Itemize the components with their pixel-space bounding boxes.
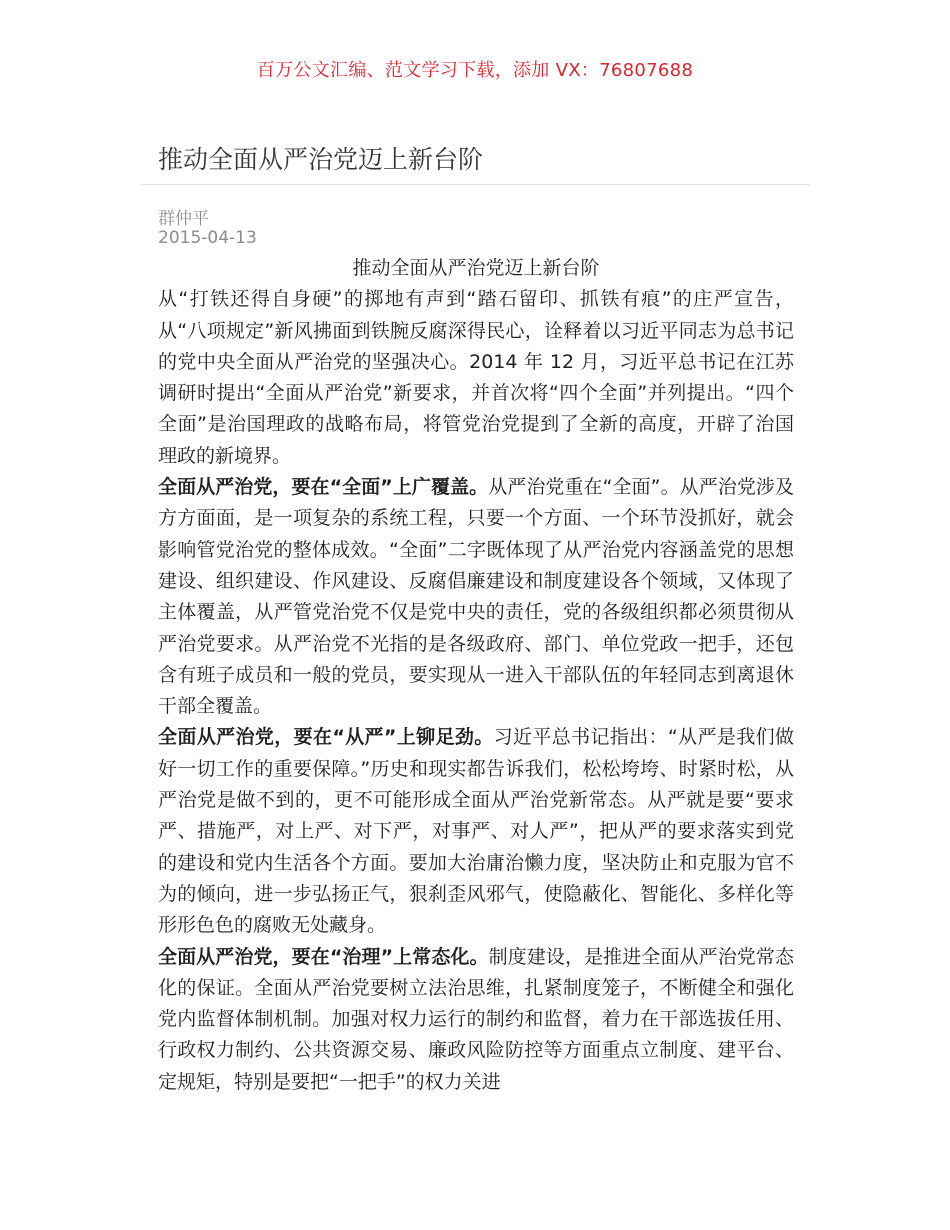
intro-paragraph: 从“打铁还得自身硬”的掷地有声到“踏石留印、抓铁有痕”的庄严宣告，从“八项规定”新风拂面到铁腕反腐深得民心，诠释着以习近平同志为总书记的党中央全面从严治党的坚强决心。2014 年 12 月，习近平总书记在江苏调研时提出“全面从严治党”新要求，并首次将“四个全面”并列提出。“四个全面”是治国理政的战略布局，将管党治党提到了全新的高度，开辟了治国理政的新境界。 [158,288,794,467]
title-divider [140,184,810,185]
article-date: 2015-04-13 [158,228,257,248]
promo-banner: 百万公文汇编、范文学习下载，添加 VX：76807688 [256,60,694,81]
section-body: 从严治党重在“全面”。从严治党涉及方方面面，是一项复杂的系统工程，只要一个方面、一个环节没抓好，就会影响管党治党的整体成效。“全面”二字既体现了从严治党内容涵盖党的思想建设、组织建设、作风建设、反腐倡廉建设和制度建设各个领域，又体现了主体覆盖，从严管党治党不仅是党中央的责任，党的各级组织都必须贯彻从严治党要求。从严治党不光指的是各级政府、部门、单位党政一把手，还包含有班子成员和一般的党员，要实现从一进入干部队伍的年轻同志到离退休干部全覆盖。 [158,476,795,718]
article-body [158,253,794,1098]
section-body: 制度建设，是推进全面从严治党常态化的保证。全面从严治党要树立法治思维，扎紧制度笼子，不断健全和强化党内监督体制机制。加强对权力运行的制约和监督，着力在干部选拔任用、行政权力制约、公共资源交易、廉政风险防控等方面重点立制度、建平台、定规矩，特别是要把“一把手”的权力关进 [158,945,794,1093]
section-paragraph-2 [158,722,794,941]
article-subtitle: 推动全面从严治党迈上新台阶 [352,257,600,279]
article-title: 推动全面从严治党迈上新台阶 [158,145,484,174]
section-lead: 全面从严治党，要在“全面”上广覆盖。 [158,476,489,499]
section-lead: 全面从严治党，要在“从严”上铆足劲。 [158,726,494,749]
article-author: 群仲平 [158,209,209,229]
section-paragraph-1 [158,472,794,722]
section-paragraph-3 [158,942,794,1098]
section-lead: 全面从严治党，要在“治理”上常态化。 [158,945,489,968]
section-body: 习近平总书记指出：“从严是我们做好一切工作的重要保障。”历史和现实都告诉我们，松松垮垮、时紧时松，从严治党是做不到的，更不可能形成全面从严治党新常态。从严就是要“要求严、措施严，对上严、对下严，对事严、对人严”，把从严的要求落实到党的建设和党内生活各个方面。要加大治庸治懒力度，坚决防止和克服为官不为的倾向，进一步弘扬正气，狠刹歪风邪气，使隐蔽化、智能化、多样化等形形色色的腐败无处藏身。 [158,726,794,937]
